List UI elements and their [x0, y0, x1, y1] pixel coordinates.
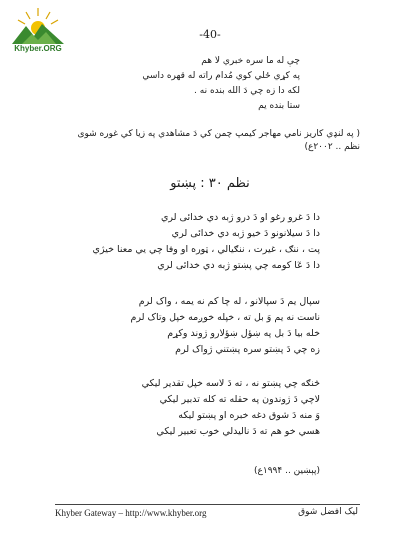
verse-line: دا دَ غرو رغو او دَ درو ژبه دي خدائی لري [160, 212, 320, 223]
intro-line: په کړي ځلي کوي مُدام راته له قهره داسي [142, 71, 300, 81]
verse-line: څنګه چي پښتو نه ، ته دَ لاسه خپل تقدير ليکي [141, 378, 320, 389]
verse-line: وَ منه دَ شوق دغه خبره او پښتو ليکه [178, 410, 320, 421]
verse-line: زه چي دَ پښتو سره پښتني ژواک لرم [175, 344, 320, 355]
page-number: -40- [199, 28, 221, 41]
verse-line: دا دَ سيلانونو دَ خيو ژبه دي خدائی لري [171, 228, 320, 239]
stanza-2 [80, 294, 320, 358]
stanza-3 [80, 376, 320, 440]
verse-line: لاچي دَ ژوندون په حقله ته کله تدبير ليکي [159, 394, 320, 405]
verse-line: پت ، ننګ ، غيرت ، ننګيالي ، ټوره او وفا چي يي معنا خيژي [92, 244, 320, 255]
intro-line: لکه دا زه چي دَ الله بنده نه . [194, 86, 300, 96]
poem-note: ( په لنډي کاريز نامي مهاجر کيمپ چمن کي دَ مشاهدي په زيا کي غوره شوی نظم .. ۲۰۰۲ع) [77, 129, 360, 152]
intro-line: چې له ما سره خبري لا هم [201, 56, 300, 66]
logo-caption: Khyber.ORG [14, 44, 62, 53]
verse-line: هسي خو هم ته دَ ناليدلي خوب تعبير ليکي [156, 426, 320, 437]
verse-line: دا دَ عٓا كومه چي پښتو ژبه دي خدائی لري [157, 260, 320, 271]
verse-line: خله بيا دَ بل په ښؤل ښؤلارو ژوند وکړم [167, 328, 320, 339]
footer-site-link[interactable]: Khyber Gateway – http://www.khyber.org [55, 508, 207, 518]
intro-verse [100, 54, 300, 114]
poem-heading: نظم ۳۰ : پښتو [170, 176, 250, 191]
intro-line: ستا بنده يم [258, 101, 300, 111]
footer-author: ليک افضل شوق [298, 507, 358, 517]
verse-line: سپال يم دَ سپالانو ، له چا کم نه يمه ، واک لرم [138, 296, 320, 307]
verse-line: ناست نه يم وَ بل ته ، خپله خوږمه خپل وتاک لرم [130, 312, 320, 323]
poem-date: (پېښين .. ۱۹۹۴ع) [253, 466, 320, 476]
stanza-1 [80, 210, 320, 274]
footer-divider [55, 504, 360, 505]
